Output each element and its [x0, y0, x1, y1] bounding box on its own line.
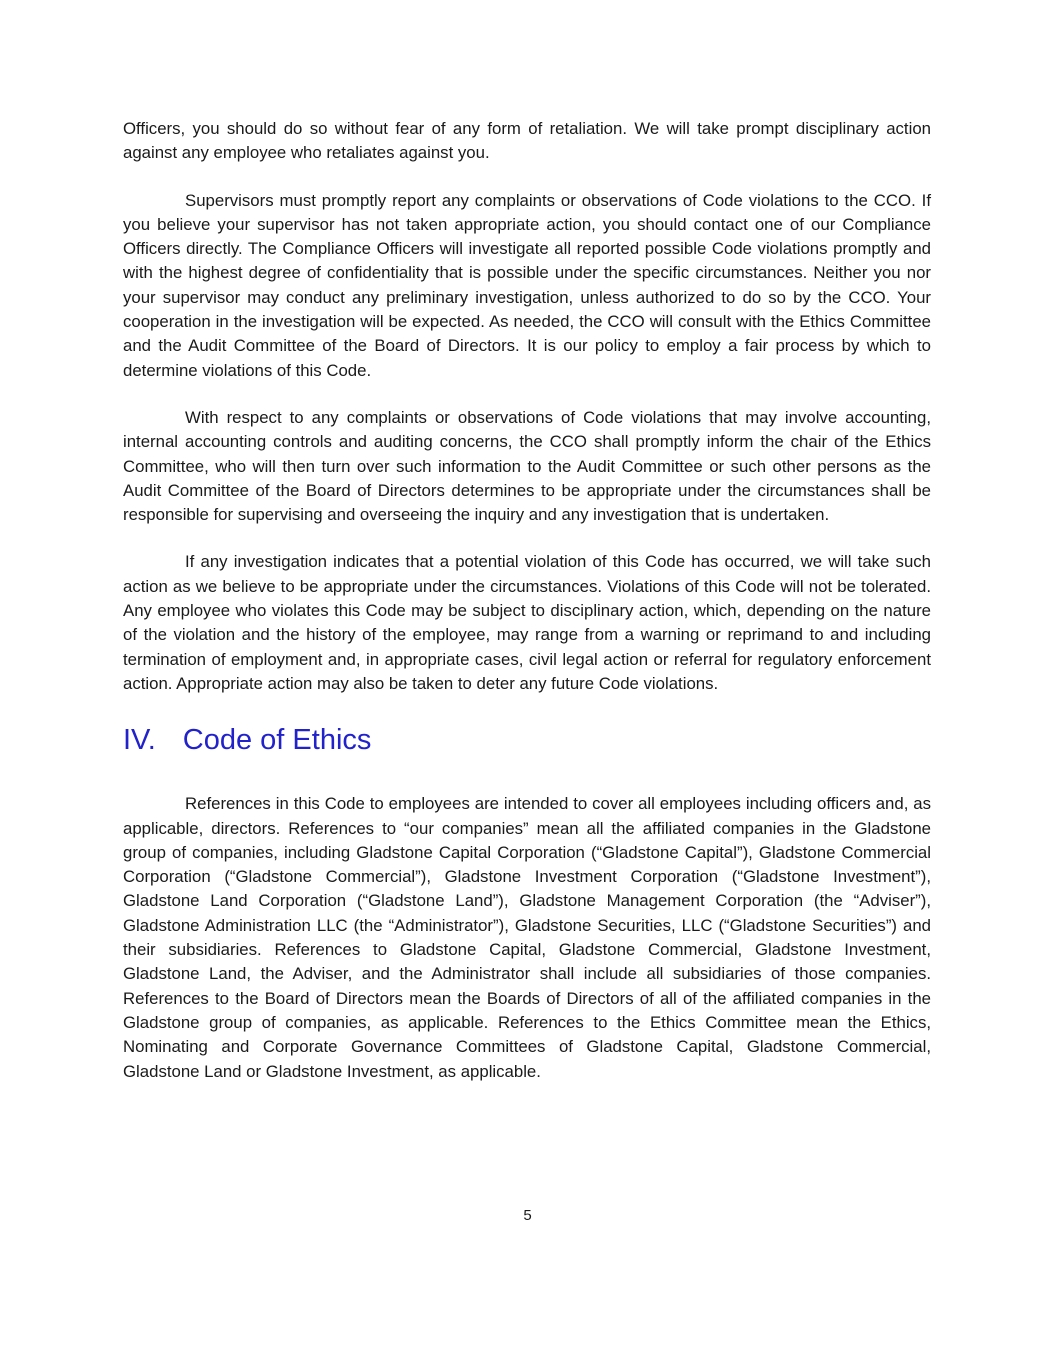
- section-heading: [123, 723, 931, 757]
- body-paragraph: If any investigation indicates that a potential violation of this Code has occurred, we will take such action as we believe to be appropriate under the circumstances. Violations of this Code will not be tolerated. Any employee who violates this Code may be subject to disciplinary action, which, depending on the nature of the violation and the history of the employee, may range from a warning or reprimand to and including termination of employment and, in appropriate cases, civil legal action or referral for regulatory enforcement action. Appropriate action may also be taken to deter any future Code violations.: [123, 552, 931, 693]
- document-content: [123, 117, 931, 1107]
- body-paragraph: With respect to any complaints or observations of Code violations that may involve accounting, internal accounting controls and auditing concerns, the CCO shall promptly inform the chair of the Ethics Committee, who will then turn over such information to the Audit Committee or such other persons as the Audit Committee of the Board of Directors determines to be appropriate under the circumstances shall be responsible for supervising and overseeing the inquiry and any investigation that is undertaken.: [123, 407, 931, 525]
- body-paragraph: References in this Code to employees are intended to cover all employees including officers and, as applicable, directors. References to “our companies” mean all the affiliated companies in the Gladstone group of companies, including Gladstone Capital Corporation (“Gladstone Capital”), Gladstone Commercial Corporation (“Gladstone Commercial”), Gladstone Investment Corporation (“Gladstone Investment”), Gladstone Land Corporation (“Gladstone Land”), Gladstone Management Corporation (the “Adviser”), Gladstone Administration LLC (the “Administrator”), Gladstone Securities, LLC (“Gladstone Securities”) and their subsidiaries. References to Gladstone Capital, Gladstone Commercial, Gladstone Investment, Gladstone Land, the Adviser, and the Administrator shall include all subsidiaries of those companies. References to the Board of Directors mean the Boards of Directors of all of the affiliated companies in the Gladstone group of companies, as applicable. References to the Ethics Committee mean the Ethics, Nominating and Corporate Governance Committees of Gladstone Capital, Gladstone Commercial, Gladstone Land or Gladstone Investment, as applicable.: [123, 794, 931, 1081]
- section-number: IV.: [123, 724, 156, 757]
- body-paragraph: Supervisors must promptly report any complaints or observations of Code violations to the CCO. If you believe your supervisor has not taken appropriate action, you should contact one of our Compliance Officers directly. The Compliance Officers will investigate all reported possible Code violations promptly and with the highest degree of confidentiality that is possible under the specific circumstances. Neither you nor your supervisor may conduct any preliminary investigation, unless authorized to do so by the CCO. Your cooperation in the investigation will be expected. As needed, the CCO will consult with the Ethics Committee and the Audit Committee of the Board of Directors. It is our policy to employ a fair process by which to determine violations of this Code.: [123, 190, 931, 380]
- page-number: 5: [523, 1207, 532, 1224]
- body-paragraph: Officers, you should do so without fear of any form of retaliation. We will take prompt disciplinary action against any employee who retaliates against you.: [123, 119, 931, 163]
- section-title: Code of Ethics: [182, 724, 372, 757]
